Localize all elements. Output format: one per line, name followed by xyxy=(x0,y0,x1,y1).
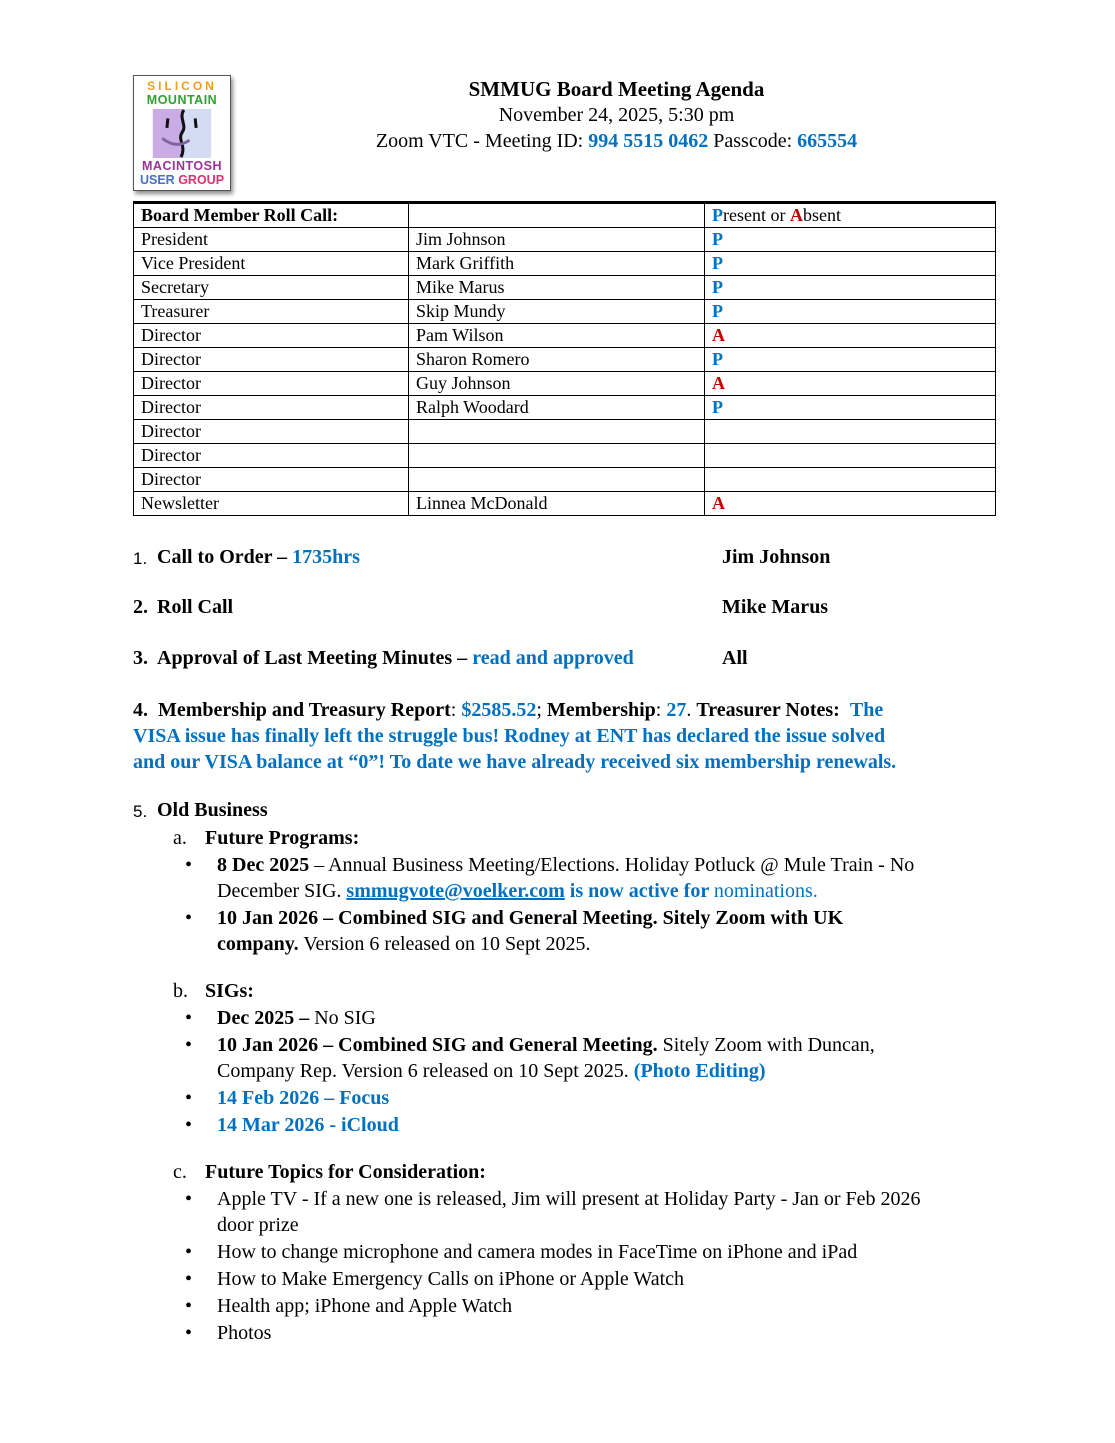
list-item xyxy=(185,905,995,957)
cell-role: Director xyxy=(134,324,409,348)
table-row xyxy=(134,444,996,468)
text-run: Membership xyxy=(546,699,656,721)
text-run: Dec 2025 – xyxy=(217,1007,310,1029)
text-run: A xyxy=(789,205,803,225)
list-item xyxy=(185,1293,995,1319)
list-item xyxy=(185,1085,995,1111)
agenda-item-approval-minutes xyxy=(133,645,995,671)
text-run: 1735hrs xyxy=(292,546,360,568)
item-owner: Mike Marus xyxy=(722,596,829,618)
text-run: resent or xyxy=(723,205,790,225)
text-run: 994 5515 0462 xyxy=(588,130,709,152)
text-run xyxy=(148,699,158,721)
text-run: – Annual Business Meeting/Elections. Holiday Potluck @ Mule Train - No xyxy=(309,854,915,876)
bullet-icon: • xyxy=(185,854,193,876)
list-item-text xyxy=(217,905,995,957)
bullet-icon: • xyxy=(185,1007,193,1029)
item-number: 5. xyxy=(133,802,148,821)
item-text xyxy=(157,797,722,825)
text-run: ; xyxy=(536,699,547,721)
logo-text-macintosh: MACINTOSH xyxy=(142,159,222,173)
text-run: 665554 xyxy=(797,130,858,152)
cell-status xyxy=(705,420,996,444)
cell-role: Director xyxy=(134,396,409,420)
table-row xyxy=(134,276,996,300)
list-item-text xyxy=(217,1266,995,1292)
cell-name: Pam Wilson xyxy=(409,324,705,348)
item-text xyxy=(157,544,722,572)
list-item-text xyxy=(217,1112,995,1138)
header-cell-status xyxy=(705,203,996,228)
document-header xyxy=(133,75,995,193)
smmug-logo xyxy=(133,75,231,191)
list-item xyxy=(185,1032,995,1084)
cell-role: Director xyxy=(134,420,409,444)
list-item-text xyxy=(217,1239,995,1265)
cell-name: Jim Johnson xyxy=(409,228,705,252)
text-run: Approval of Last Meeting Minutes – xyxy=(157,647,473,669)
table-header-row xyxy=(134,203,996,228)
roll-call-body xyxy=(134,203,996,516)
cell-status xyxy=(705,444,996,468)
table-row xyxy=(134,324,996,348)
text-run: 4. xyxy=(133,699,148,721)
cell-status: P xyxy=(705,396,996,420)
text-run: Roll Call xyxy=(157,596,234,618)
subsection-heading-row xyxy=(173,825,995,851)
table-row xyxy=(134,300,996,324)
old-business-sections xyxy=(133,825,995,1346)
text-run: 8 Dec 2025 xyxy=(217,854,310,876)
cell-role: Director xyxy=(134,468,409,492)
email-link[interactable]: smmugvote@voelker.com xyxy=(346,880,565,902)
text-run: company. xyxy=(217,933,299,955)
agenda-subsection xyxy=(133,978,995,1138)
text-run: : xyxy=(655,699,667,721)
text-run: Membership and Treasury Report xyxy=(158,699,451,721)
table-row xyxy=(134,492,996,516)
cell-role: President xyxy=(134,228,409,252)
bullet-icon: • xyxy=(185,1322,193,1344)
agenda-subsection xyxy=(133,825,995,957)
text-run: Version 6 released on 10 Sept 2025. xyxy=(298,933,591,955)
cell-role: Secretary xyxy=(134,276,409,300)
cell-role: Newsletter xyxy=(134,492,409,516)
cell-role: Vice President xyxy=(134,252,409,276)
text-run: Company Rep. Version 6 released on 10 Sept 2025. xyxy=(217,1060,634,1082)
item-text xyxy=(157,645,722,671)
header-text-block xyxy=(133,75,1100,154)
list-item-text xyxy=(217,1005,995,1031)
agenda-item-call-to-order xyxy=(133,544,995,572)
list-item xyxy=(185,852,995,904)
table-row xyxy=(134,372,996,396)
list-item xyxy=(185,1239,995,1265)
agenda-item-roll-call xyxy=(133,594,995,620)
bullet-icon: • xyxy=(185,1268,193,1290)
cell-role: Director xyxy=(134,348,409,372)
cell-name: Mike Marus xyxy=(409,276,705,300)
list-item-text xyxy=(217,1085,995,1111)
text-run: 14 Mar 2026 - iCloud xyxy=(217,1114,399,1136)
cell-status: P xyxy=(705,300,996,324)
text-run: The xyxy=(849,699,884,721)
text-run: Treasurer Notes: xyxy=(696,699,840,721)
agenda-item-old-business xyxy=(133,797,995,825)
logo-text-usergroup xyxy=(140,173,224,188)
bullet-icon: • xyxy=(185,1188,193,1210)
text-run: Old Business xyxy=(157,799,268,821)
text-run: Call to Order – xyxy=(157,546,293,568)
page-title: SMMUG Board Meeting Agenda xyxy=(468,77,765,101)
list-item xyxy=(185,1186,995,1238)
bullet-icon: • xyxy=(185,1295,193,1317)
cell-name: Mark Griffith xyxy=(409,252,705,276)
text-run: Sitely Zoom with Duncan, xyxy=(657,1034,875,1056)
item-text xyxy=(157,594,722,620)
table-row xyxy=(134,252,996,276)
logo-text-group: GROUP xyxy=(178,173,225,187)
text-run: nominations. xyxy=(713,880,818,902)
cell-status: A xyxy=(705,492,996,516)
cell-role: Director xyxy=(134,444,409,468)
cell-name: Sharon Romero xyxy=(409,348,705,372)
logo-text-mountain: MOUNTAIN xyxy=(146,93,218,107)
text-run: Zoom VTC - Meeting ID: xyxy=(375,130,589,152)
text-run: : xyxy=(450,699,462,721)
cell-name xyxy=(409,420,705,444)
list-item-text xyxy=(217,1320,995,1346)
table-row xyxy=(134,468,996,492)
text-run: Health app; iPhone and Apple Watch xyxy=(217,1295,513,1317)
cell-status: P xyxy=(705,228,996,252)
subsection-title: Future Programs: xyxy=(205,827,360,849)
text-run: door prize xyxy=(217,1214,299,1236)
logo-text-user: USER xyxy=(139,173,175,187)
subsection-letter: a. xyxy=(173,827,187,849)
text-run: How to Make Emergency Calls on iPhone or Apple Watch xyxy=(217,1268,685,1290)
list-item xyxy=(185,1266,995,1292)
cell-status: A xyxy=(705,324,996,348)
table-row xyxy=(134,420,996,444)
logo-text-silicon: SILICON xyxy=(147,79,217,93)
cell-role: Treasurer xyxy=(134,300,409,324)
bullet-icon: • xyxy=(185,1034,193,1056)
cell-status: P xyxy=(705,252,996,276)
text-run: 14 Feb 2026 – Focus xyxy=(217,1087,390,1109)
table-row xyxy=(134,348,996,372)
subsection-letter: c. xyxy=(173,1161,187,1183)
text-run: Photos xyxy=(217,1322,272,1344)
finder-face-icon xyxy=(151,109,213,158)
bullet-icon: • xyxy=(185,1114,193,1136)
bullet-icon: • xyxy=(185,907,193,929)
cell-name: Ralph Woodard xyxy=(409,396,705,420)
cell-name: Linnea McDonald xyxy=(409,492,705,516)
list-item-text xyxy=(217,1293,995,1319)
subsection-heading-row xyxy=(173,1159,995,1185)
subsection-letter: b. xyxy=(173,980,188,1002)
text-run xyxy=(840,699,850,721)
text-run: 10 Jan 2026 – Combined SIG and General Meeting. xyxy=(217,1034,658,1056)
agenda-list xyxy=(133,544,995,1346)
zoom-meeting-info xyxy=(133,128,1100,154)
bullet-icon: • xyxy=(185,1087,193,1109)
text-run: $2585.52 xyxy=(461,699,537,721)
agenda-item-treasury-report xyxy=(133,697,1013,775)
cell-role: Director xyxy=(134,372,409,396)
cell-name xyxy=(409,468,705,492)
subsection-heading-row xyxy=(173,978,995,1004)
bullet-icon: • xyxy=(185,1241,193,1263)
list-item-text xyxy=(217,852,995,904)
cell-status: P xyxy=(705,348,996,372)
table-row xyxy=(134,396,996,420)
item-number: 2. xyxy=(133,596,148,618)
text-run: bsent xyxy=(802,205,841,225)
subsection-title: SIGs: xyxy=(205,980,254,1002)
text-run: How to change microphone and camera modes in FaceTime on iPhone and iPad xyxy=(217,1241,858,1263)
meeting-datetime: November 24, 2025, 5:30 pm xyxy=(498,104,735,126)
item-owner: All xyxy=(722,647,748,669)
text-run: and our VISA balance at “0”! To date we have already received six membership renewals. xyxy=(133,751,897,773)
item-number: 3. xyxy=(133,647,148,669)
cell-status xyxy=(705,468,996,492)
table-row xyxy=(134,228,996,252)
list-item-text xyxy=(217,1186,995,1238)
subsection-title: Future Topics for Consideration: xyxy=(205,1161,486,1183)
text-run: 27 xyxy=(666,699,687,721)
list-item xyxy=(185,1005,995,1031)
item-number: 1. xyxy=(133,549,148,568)
text-run: is now active for xyxy=(564,880,714,902)
header-cell-title: Board Member Roll Call: xyxy=(134,203,409,228)
roll-call-table xyxy=(133,201,996,516)
item-owner: Jim Johnson xyxy=(722,546,831,568)
cell-name: Skip Mundy xyxy=(409,300,705,324)
cell-status: A xyxy=(705,372,996,396)
cell-name: Guy Johnson xyxy=(409,372,705,396)
text-run: December SIG. xyxy=(217,880,347,902)
text-run: Passcode: xyxy=(708,130,798,152)
text-run: read and approved xyxy=(472,647,634,669)
text-run: 10 Jan 2026 – Combined SIG and General Meeting. Sitely Zoom with UK xyxy=(217,907,844,929)
text-run: . xyxy=(686,699,697,721)
cell-name xyxy=(409,444,705,468)
list-item xyxy=(185,1320,995,1346)
list-item-text xyxy=(217,1032,995,1084)
list-item xyxy=(185,1112,995,1138)
text-run: (Photo Editing) xyxy=(633,1060,766,1082)
text-run: No SIG xyxy=(309,1007,376,1029)
text-run: Apple TV - If a new one is released, Jim will present at Holiday Party - Jan or Feb 2026 xyxy=(217,1188,921,1210)
header-cell-empty xyxy=(409,203,705,228)
text-run: VISA issue has finally left the struggle bus! Rodney at ENT has declared the issue solved xyxy=(133,725,886,747)
agenda-subsection xyxy=(133,1159,995,1346)
text-run: P xyxy=(712,205,723,225)
cell-status: P xyxy=(705,276,996,300)
